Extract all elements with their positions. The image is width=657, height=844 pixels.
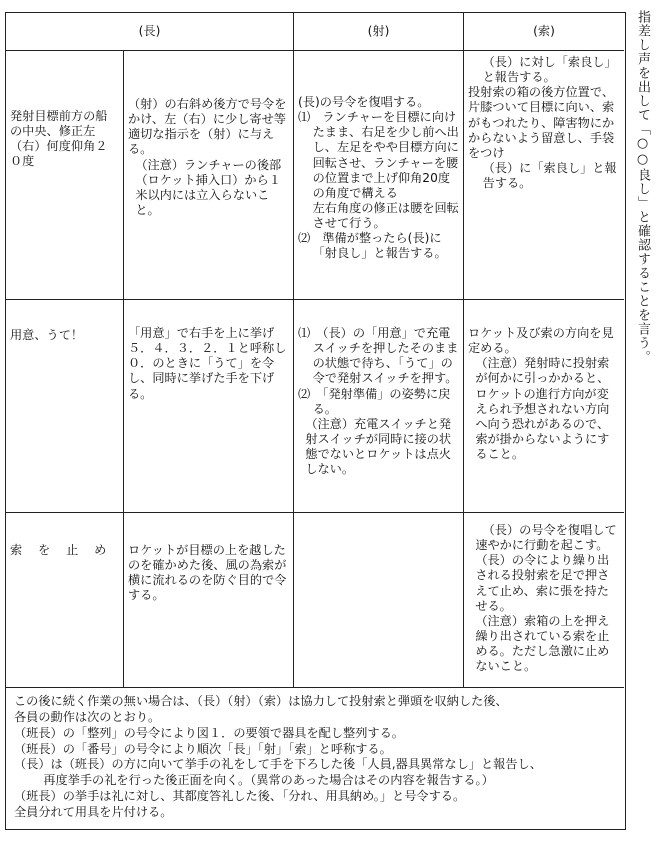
header-sha: (射) [294,13,464,51]
row-3-saku: （長）の号令を復唱して速やかに行動を起こす。 （長）の令により繰り出される投射索を足で押さえて止め、索に張を持たせる。 （注意）索箱の上を押え繰り出されている索を止める。ただし急激に止めないこと。 [464,513,624,688]
row-1-saku: （長）に対し「索良し」と報告する。 投射索の箱の後方位置で、片膝ついて目標に向い、索がもつれたり、障害物にかからないよう留意し、手袋をつけ （長）に「索良し」と報告する。 [464,51,624,300]
row-2-label: 用意、うて！ [6,300,124,513]
header-saku: (索) [464,13,624,51]
row-1-cho: （射）の右斜め後方で号令をかけ、左（右）に少し寄せ等適切な指示を（射）に与える。 （注意）ランチャーの後部（ロケット挿入口）から１米以内には立入らないこと。 [124,51,294,300]
row-2-cho: 「用意」で右手を上に挙げ５．４．３．２．１と呼称し ０．のときに「うて」を令し、同時に挙げた手を下げる。 [124,300,294,513]
row-3-sha [294,513,464,688]
row-2-saku: ロケット及び索の方向を見定める。 （注意）発射時に投射索が何かに引っかかると、ロケットの進行方向が変えられ予想されない方向へ向う恐れがあるので、索が掛からないようにすること。 [464,300,624,513]
row-1-label: 発射目標前方の船の中央、修正左（右）何度仰角２０度 [6,51,124,300]
footer-notes: この後に続く作業の無い場合は、（長）（射）（索）は協力して投射索と弾頭を収納した後、 各員の動作は次のとおり。 （班長）の「整列」の号令により図１．の要領で器具を配し整列する。 （班長）の「番号」の号令により順次「長」「射」「索」と呼称する。 （長）は（班長）の方に向いて挙手の礼をして手を下ろした後「人員,器具異常なし」と報告し、 再度挙手の礼を行った後正面を向く。（異常のあった場合はその内容を報告する。） （班長）の挙手は礼に対し、其都度答礼した後、「分れ、用具納め。」と号令する。 全員分れて用具を片付ける。 [14,694,542,820]
side-note: 指差し声を出して「○○良し」と確認することを言う。 [635,10,650,364]
row-3-label: 索 を 止 め [6,513,124,688]
header-cho: (長) [6,13,294,51]
row-1-sha: (長)の号令を復唱する。 ⑴ ランチャーを目標に向けたまま、右足を少し前へ出し、左足をやや目標方向に回転させ、ランチャーを腰の位置まで上げ仰角20度の角度で構える 左右角度の修正は腰を回転させて行う。 ⑵ 準備が整ったら(長)に「射良し」と報告する。 [294,51,464,300]
row-2-sha: ⑴ （長）の「用意」で充電スイッチを押したそのままの状態で待ち、「うて」の令で発射スイッチを押す。 ⑵ 「発射準備」の姿勢に戻る。 （注意）充電スイッチと発射スイッチが同時に接の状態でないとロケットは点火しない。 [294,300,464,513]
procedure-table [5,12,626,830]
row-3-cho: ロケットが目標の上を越したのを確かめた後、風の為索が横に流れるのを防ぐ目的で令する。 [124,513,294,688]
